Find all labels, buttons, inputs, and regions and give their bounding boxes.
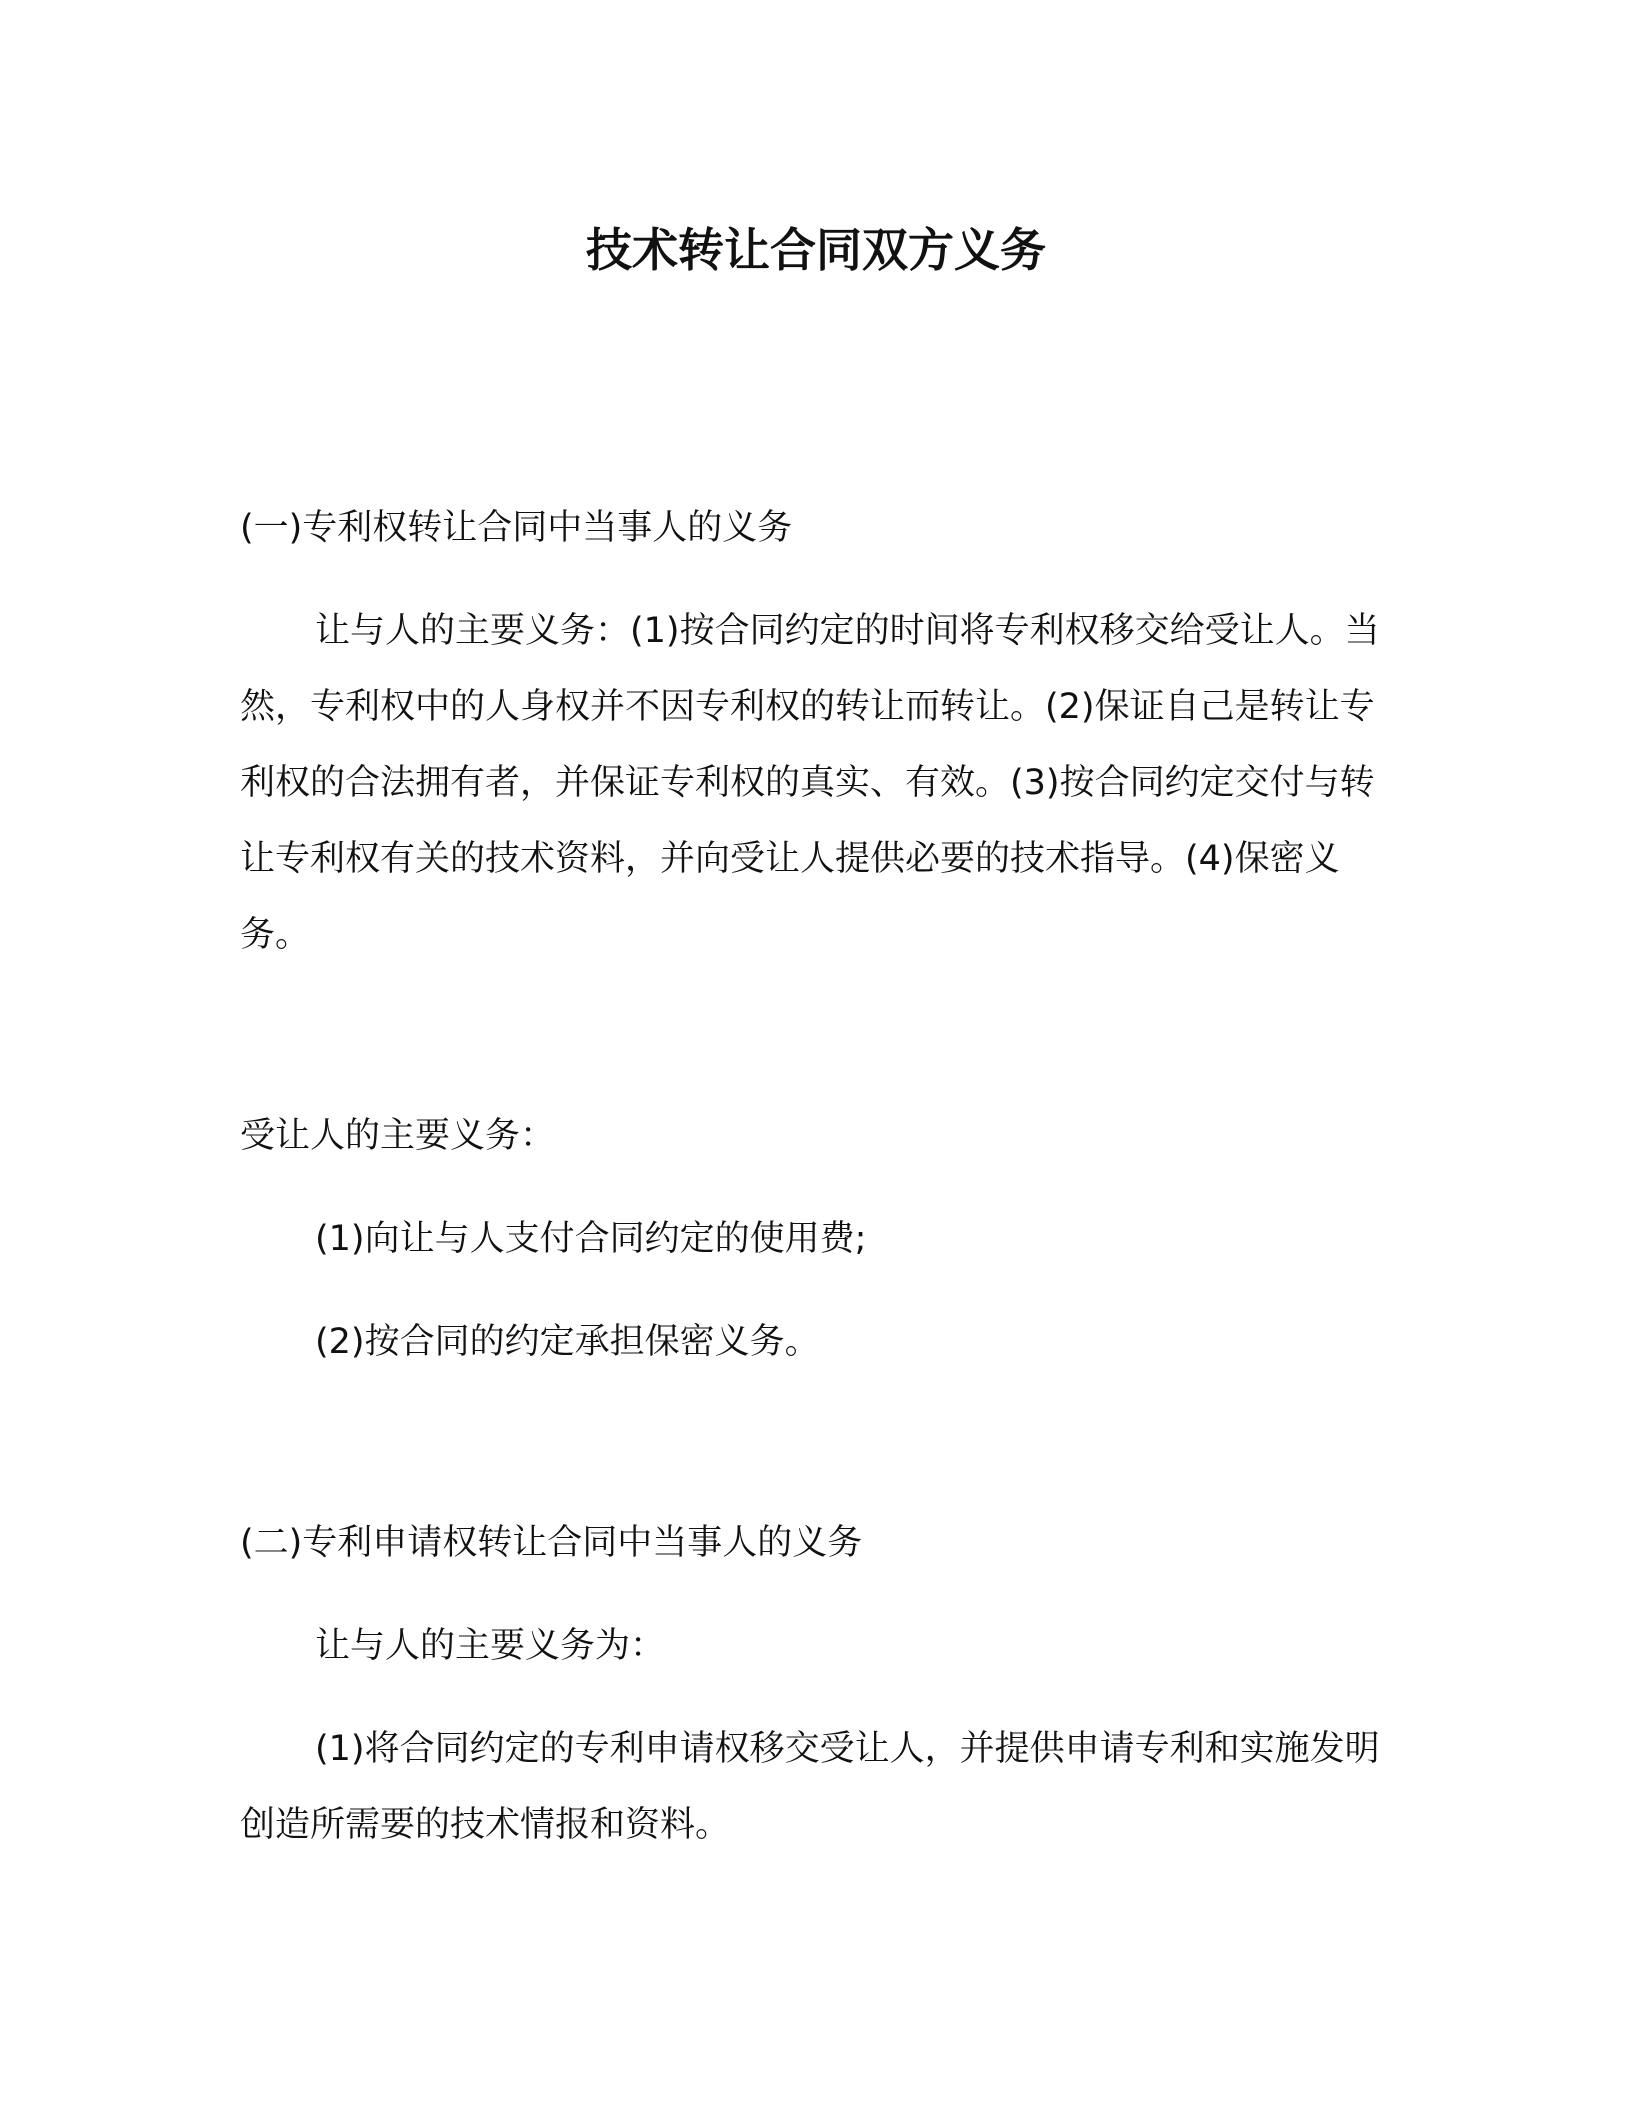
section-1-heading: (一)专利权转让合同中当事人的义务 bbox=[240, 508, 793, 548]
section-1-transferee-item-1: (1)向让与人支付合同约定的使用费; bbox=[315, 1219, 867, 1259]
section-1-transferee-item-2: (2)按合同的约定承担保密义务。 bbox=[315, 1322, 820, 1362]
document-title: 技术转让合同双方义务 bbox=[586, 223, 1046, 277]
section-1-transferee-heading: 受让人的主要义务： bbox=[240, 1116, 556, 1156]
document-body bbox=[240, 490, 1390, 1863]
section-2-transferor-heading: 让与人的主要义务为： bbox=[315, 1626, 666, 1666]
section-2-heading: (二)专利申请权转让合同中当事人的义务 bbox=[240, 1523, 863, 1563]
section-1-transferor-duties: 让与人的主要义务：(1)按合同约定的时间将专利权移交给受让人。当然，专利权中的人身权并不因专利权的转让而转让。(2)保证自己是转让专利权的合法拥有者，并保证专利权的真实、有效。(3)按合同约定交付与转让专利权有关的技术资料，并向受让人提供必要的技术指导。(4)保密义务。 bbox=[240, 611, 1380, 955]
section-2-transferor-item-1: (1)将合同约定的专利申请权移交受让人，并提供申请专利和实施发明创造所需要的技术情报和资料。 bbox=[240, 1729, 1380, 1845]
